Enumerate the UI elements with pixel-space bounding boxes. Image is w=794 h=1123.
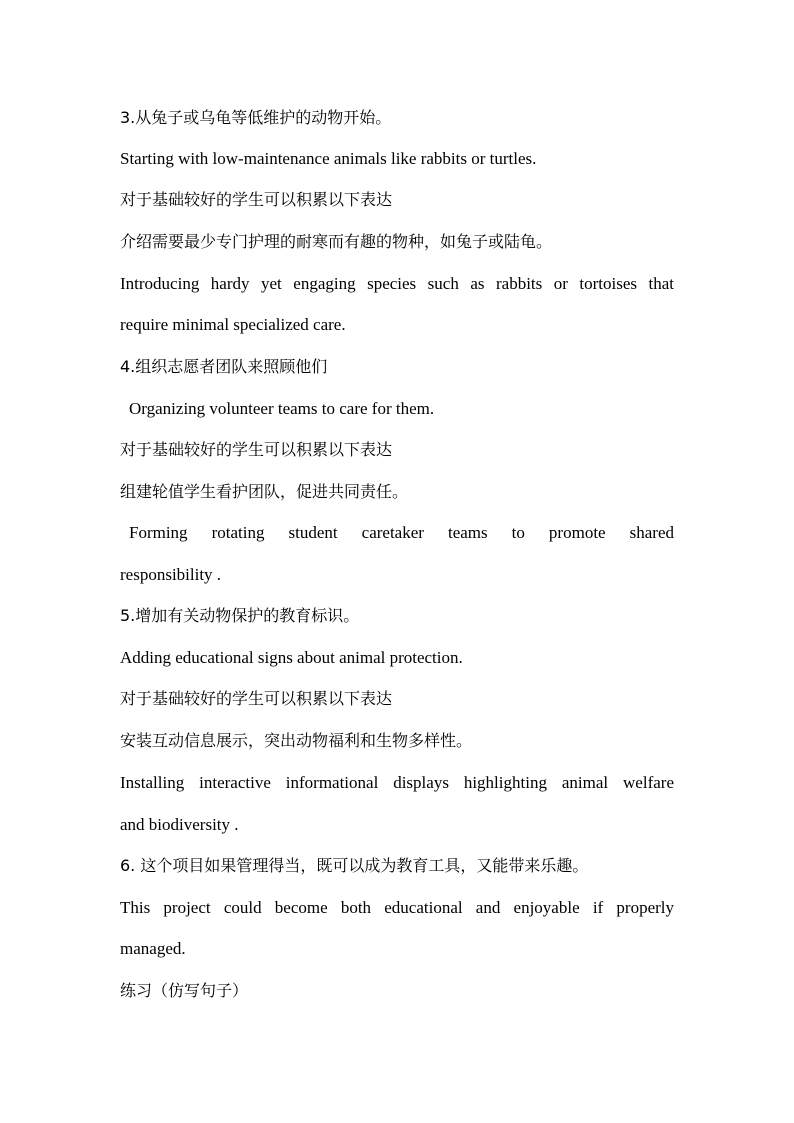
advanced-note: 对于基础较好的学生可以积累以下表达 — [120, 190, 393, 209]
point-5-advanced-en-line1: Installing interactive informational displays highlighting animal welfare — [120, 773, 674, 792]
point-6-heading: 6. 这个项目如果管理得当，既可以成为教育工具，又能带来乐趣。 — [120, 856, 589, 875]
advanced-note: 对于基础较好的学生可以积累以下表达 — [120, 440, 393, 459]
point-4-advanced-zh: 组建轮值学生看护团队，促进共同责任。 — [120, 482, 409, 501]
point-5-heading: 5.增加有关动物保护的教育标识。 — [120, 606, 360, 625]
point-5-advanced-en-line2: and biodiversity . — [120, 815, 239, 834]
point-5-advanced-zh: 安装互动信息展示，突出动物福利和生物多样性。 — [120, 731, 473, 750]
point-3-heading: 3.从兔子或乌龟等低维护的动物开始。 — [120, 108, 392, 127]
point-6-translation-line1: This project could become both educational and enjoyable if properly — [120, 898, 674, 917]
point-3-advanced-zh: 介绍需要最少专门护理的耐寒而有趣的物种，如兔子或陆龟。 — [120, 232, 553, 251]
point-5-translation: Adding educational signs about animal protection. — [120, 648, 463, 667]
point-4-advanced-en-line2: responsibility . — [120, 565, 222, 584]
point-6-translation-line2: managed. — [120, 939, 186, 958]
point-3-translation: Starting with low-maintenance animals like rabbits or turtles. — [120, 149, 537, 168]
advanced-note: 对于基础较好的学生可以积累以下表达 — [120, 689, 393, 708]
point-4-translation: Organizing volunteer teams to care for them. — [129, 399, 435, 418]
point-3-advanced-en-line1: Introducing hardy yet engaging species such as rabbits or tortoises that — [120, 274, 674, 293]
point-4-heading: 4.组织志愿者团队来照顾他们 — [120, 357, 328, 376]
point-3-advanced-en-line2: require minimal specialized care. — [120, 315, 346, 334]
point-4-advanced-en-line1: Forming rotating student caretaker teams to promote shared — [129, 523, 674, 542]
exercise-heading: 练习（仿写句子） — [120, 981, 249, 1000]
